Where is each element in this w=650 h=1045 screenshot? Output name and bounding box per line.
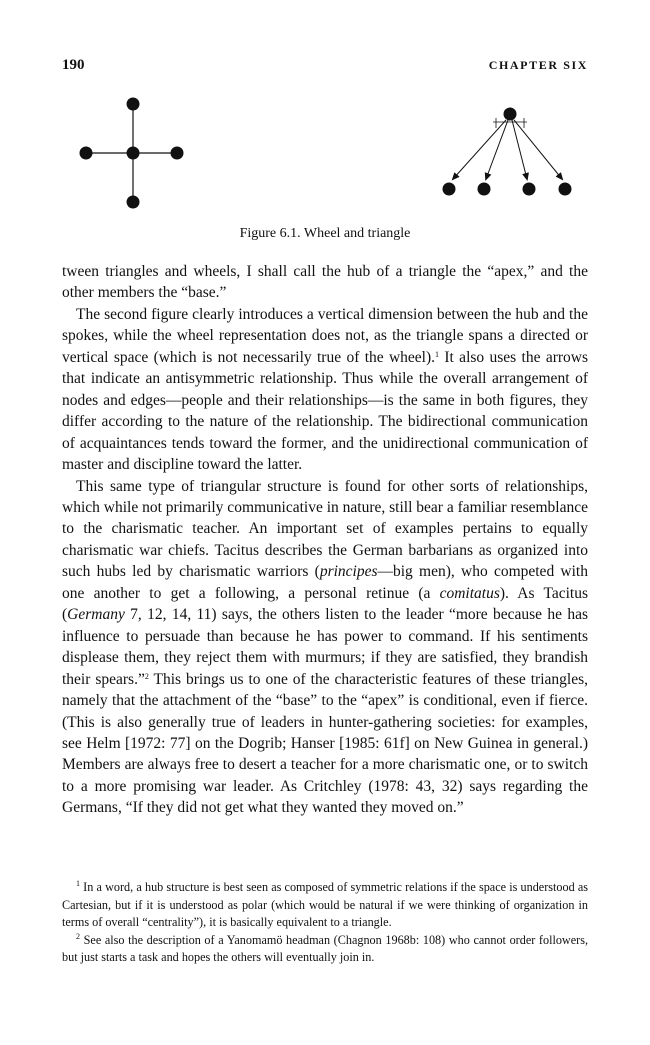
paragraph-3-seg5: This brings us to one of the characteristic features of these triangles, namely that the attachment of the “base” to the “apex” is conditional, even if fierce. (This is also generally true of leaders in hunter-gathering societies: for examples, see Helm [1972: 77] on the Dogrib; Hanser [1985: 61f] on New Guinea in general.) Members are always free to desert a teacher for a more charismatic one, or to switch to a more promising war leader. As Critchley (1978: 43, 32) says regarding the Germans, “If they did not get what they wanted they moved on.” (62, 670, 588, 817)
paragraph-2-text: The second figure clearly introduces a vertical dimension between the hub and the spokes, while the wheel representation does not, as the triangle spans a directed or vertical space (which is not necessarily true of the wheel). (62, 305, 588, 366)
page-number: 190 (62, 57, 85, 73)
footnote-mark-1: 1 (76, 879, 80, 888)
triangle-diagram-icon (443, 108, 572, 196)
footnote-2-text: See also the description of a Yanomamö headman (Chagnon 1968b: 108) who cannot order followers, but just starts a task and hopes the others will eventually join in. (62, 932, 588, 965)
footnote-1 (62, 879, 588, 932)
paragraph-3-seg2: —big men), who competed with one another to get a following, a personal retinue (a (62, 563, 588, 602)
footnote-ref-2[interactable]: 2 (144, 671, 149, 681)
paragraph-3-seg3: ). As Tacitus ( (62, 584, 589, 624)
figure-6-1 (62, 90, 588, 250)
footnote-2 (62, 932, 588, 967)
footnote-ref-1[interactable]: 1 (435, 349, 440, 359)
italic-comitatus: comitatus (439, 584, 500, 602)
page-header (62, 57, 588, 77)
footnote-mark-2: 2 (76, 931, 80, 941)
paragraph-2 (62, 304, 588, 476)
footnotes (62, 879, 588, 967)
paragraph-2-text-after: It also uses the arrows that indicate an antisymmetric relationship. Thus while the overall arrangement of nodes and edges—people and their relationships—is the same in both figures, they differ according to the nature of the relationship. The bidirectional communication of acquaintances tends toward the former, and the unidirectional communication of master and discipline toward the latter. (62, 348, 588, 474)
paragraph-3 (62, 476, 588, 819)
paragraph-3-seg1: This same type of triangular structure is found for other sorts of relationships, which while not primarily communicative in nature, still bear a familiar resemblance to the charismatic teacher. An important set of examples pertains to equally charismatic war chiefs. Tacitus describes the German barbarians as organized into such hubs led by charismatic warriors ( (62, 477, 588, 581)
paragraph-3-seg4: 7, 12, 14, 11) says, the others listen to the leader “more because he has influence to persuade than because he has power to command. If his sentiments displease them, they reject them with murmurs; if they are satisfied, they brandish their spears.” (62, 606, 588, 688)
italic-germany: Germany (67, 606, 125, 624)
figure-caption: Figure 6.1. Wheel and triangle (239, 226, 411, 241)
figure-diagrams (62, 90, 588, 220)
paragraph-1: tween triangles and wheels, I shall call the hub of a triangle the “apex,” and the other members the “base.” (62, 263, 588, 302)
running-head: CHAPTER SIX (488, 58, 588, 72)
wheel-diagram-icon (80, 98, 184, 209)
footnote-1-text: In a word, a hub structure is best seen as composed of symmetric relations if the space is understood as Cartesian, but if it is understood as polar (which would be natural if we were thinking of organization in terms of overall “centrality”), it is basically equivalent to a triangle. (62, 880, 588, 930)
italic-principes: principes (319, 563, 378, 581)
body-text (62, 261, 588, 819)
